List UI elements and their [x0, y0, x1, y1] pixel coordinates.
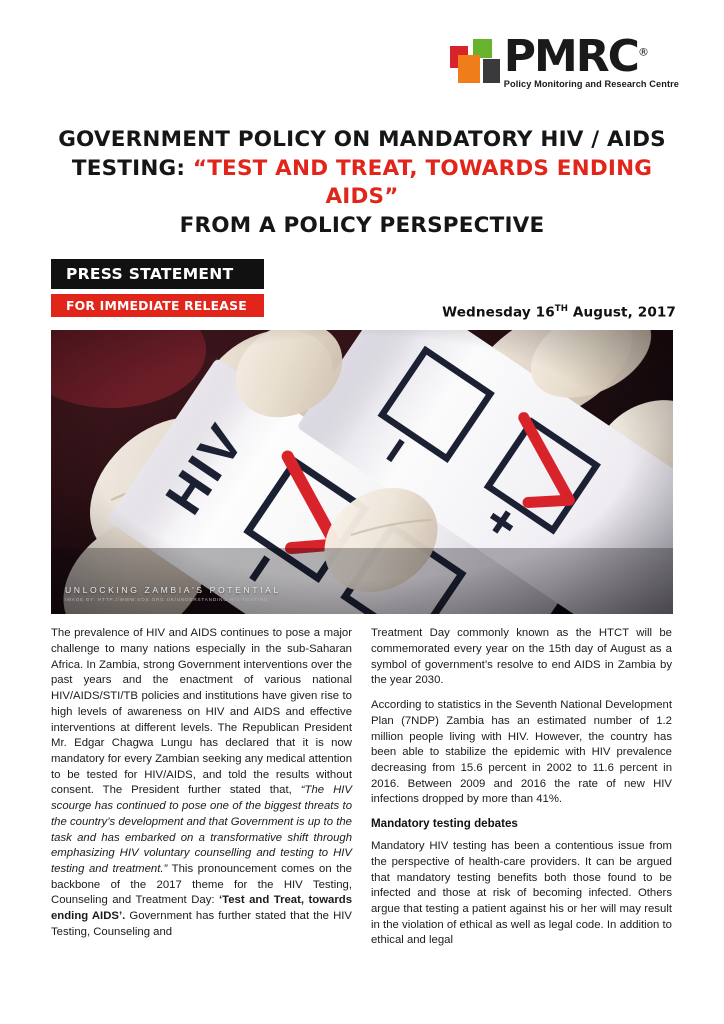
- publication-date: [442, 304, 676, 321]
- brand-tagline: Policy Monitoring and Research Centre: [503, 78, 679, 89]
- banner-row: [51, 259, 676, 321]
- date-prefix: Wednesday 16: [442, 304, 555, 321]
- hiv-test-strips-illustration: [51, 330, 673, 614]
- registered-mark-icon: ®: [637, 45, 649, 59]
- run-normal-3: Government has further stated that the HIV Testing, Counseling and: [51, 910, 352, 938]
- subheading-mandatory-testing-debates: Mandatory testing debates: [371, 817, 518, 831]
- run-bold-theme: ‘Test and Treat, towards ending AIDS’.: [51, 894, 352, 923]
- brand-wordmark: [503, 31, 679, 82]
- pmrc-logo-mark-icon: [450, 39, 500, 85]
- body-columns: [51, 626, 673, 949]
- logo-square-dark-icon: [483, 59, 500, 83]
- photo-caption-credit: IMAGE BY: HTTP://WWW.SOS.ORG.UK/UNDERSTANDING-HIV-TESTING: [65, 597, 269, 603]
- title-line-2: [36, 155, 688, 212]
- press-statement-banner: PRESS STATEMENT: [51, 259, 264, 289]
- photo-caption-main: UNLOCKING ZAMBIA'S POTENTIAL: [65, 584, 281, 595]
- title-line-1: GOVERNMENT POLICY ON MANDATORY HIV / AIDS: [58, 127, 666, 152]
- date-ordinal: TH: [554, 303, 569, 314]
- run-italic-quote: “The HIV scourge has continued to pose one of the biggest threats to the country’s development and that Government is up to the task and has embarked on a transformative shift through emphasizing HIV voluntary counselling and testing to HIV testing and treatment.”: [51, 784, 352, 875]
- run-normal-1: The prevalence of HIV and AIDS continues to pose a major challenge to many nations especially in the sub-Saharan Africa. In Zambia, strong Government interventions over the past years and the enactment of various national HIV/AIDS/STI/TB policies and institutions have given rise to high levels of awareness on HIV and AIDS and effective interventions at different levels. The Republican President Mr. Edgar Chagwa Lungu has declared that it is now mandatory for every Zambian seeking any medical attention to be tested for HIV/AIDS, and told the results without consent. The President further stated that,: [51, 627, 352, 797]
- title-line-3: FROM A POLICY PERSPECTIVE: [179, 212, 545, 238]
- page-title: [0, 118, 724, 240]
- paragraph-right-1: Treatment Day commonly known as the HTCT will be commemorated every year on the 15th day of August as a symbol of government’s resolve to end AIDS in Zambia by the year 2030.: [371, 627, 672, 687]
- immediate-release-banner: FOR IMMEDIATE RELEASE: [51, 294, 264, 317]
- pmrc-logo: [450, 31, 679, 89]
- title-line-2-quote: “TEST AND TREAT, TOWARDS ENDING AIDS”: [192, 155, 653, 210]
- logo-square-orange-icon: [458, 55, 480, 83]
- paragraph-right-2: According to statistics in the Seventh National Development Plan (7NDP) Zambia has an estimated number of 1.2 million people living with HIV. However, the country has been able to stabilize the epidemic with HIV prevalence decreasing from 15.6 percent in 2002 to 11.6 percent in 2016. Between 2009 and 2016 the rate of new HIV infections dropped by more than 41%.: [371, 699, 672, 806]
- right-column: [371, 626, 672, 949]
- document-header: [0, 0, 724, 118]
- left-column: [51, 626, 352, 949]
- brand-name: PMRC: [503, 31, 638, 82]
- title-line-2-prefix: TESTING:: [71, 155, 193, 181]
- pmrc-logo-text: [503, 31, 679, 89]
- paragraph-left-1: [51, 626, 352, 940]
- paragraph-right-3: Mandatory HIV testing has been a contentious issue from the perspective of health-care providers. It can be argued that mandatory testing benefits both those found to be infected and those at risk of becoming infected. Others argue that testing a patient against his or her will may result in the violation of ethical as well as legal code. In addition to ethical and legal: [371, 840, 672, 947]
- run-normal-2: This pronouncement comes on the backbone of the 2017 theme for the HIV Testing, Counseling and Treatment Day:: [51, 862, 352, 907]
- hero-photo: [51, 330, 673, 614]
- date-suffix: August, 2017: [568, 304, 676, 321]
